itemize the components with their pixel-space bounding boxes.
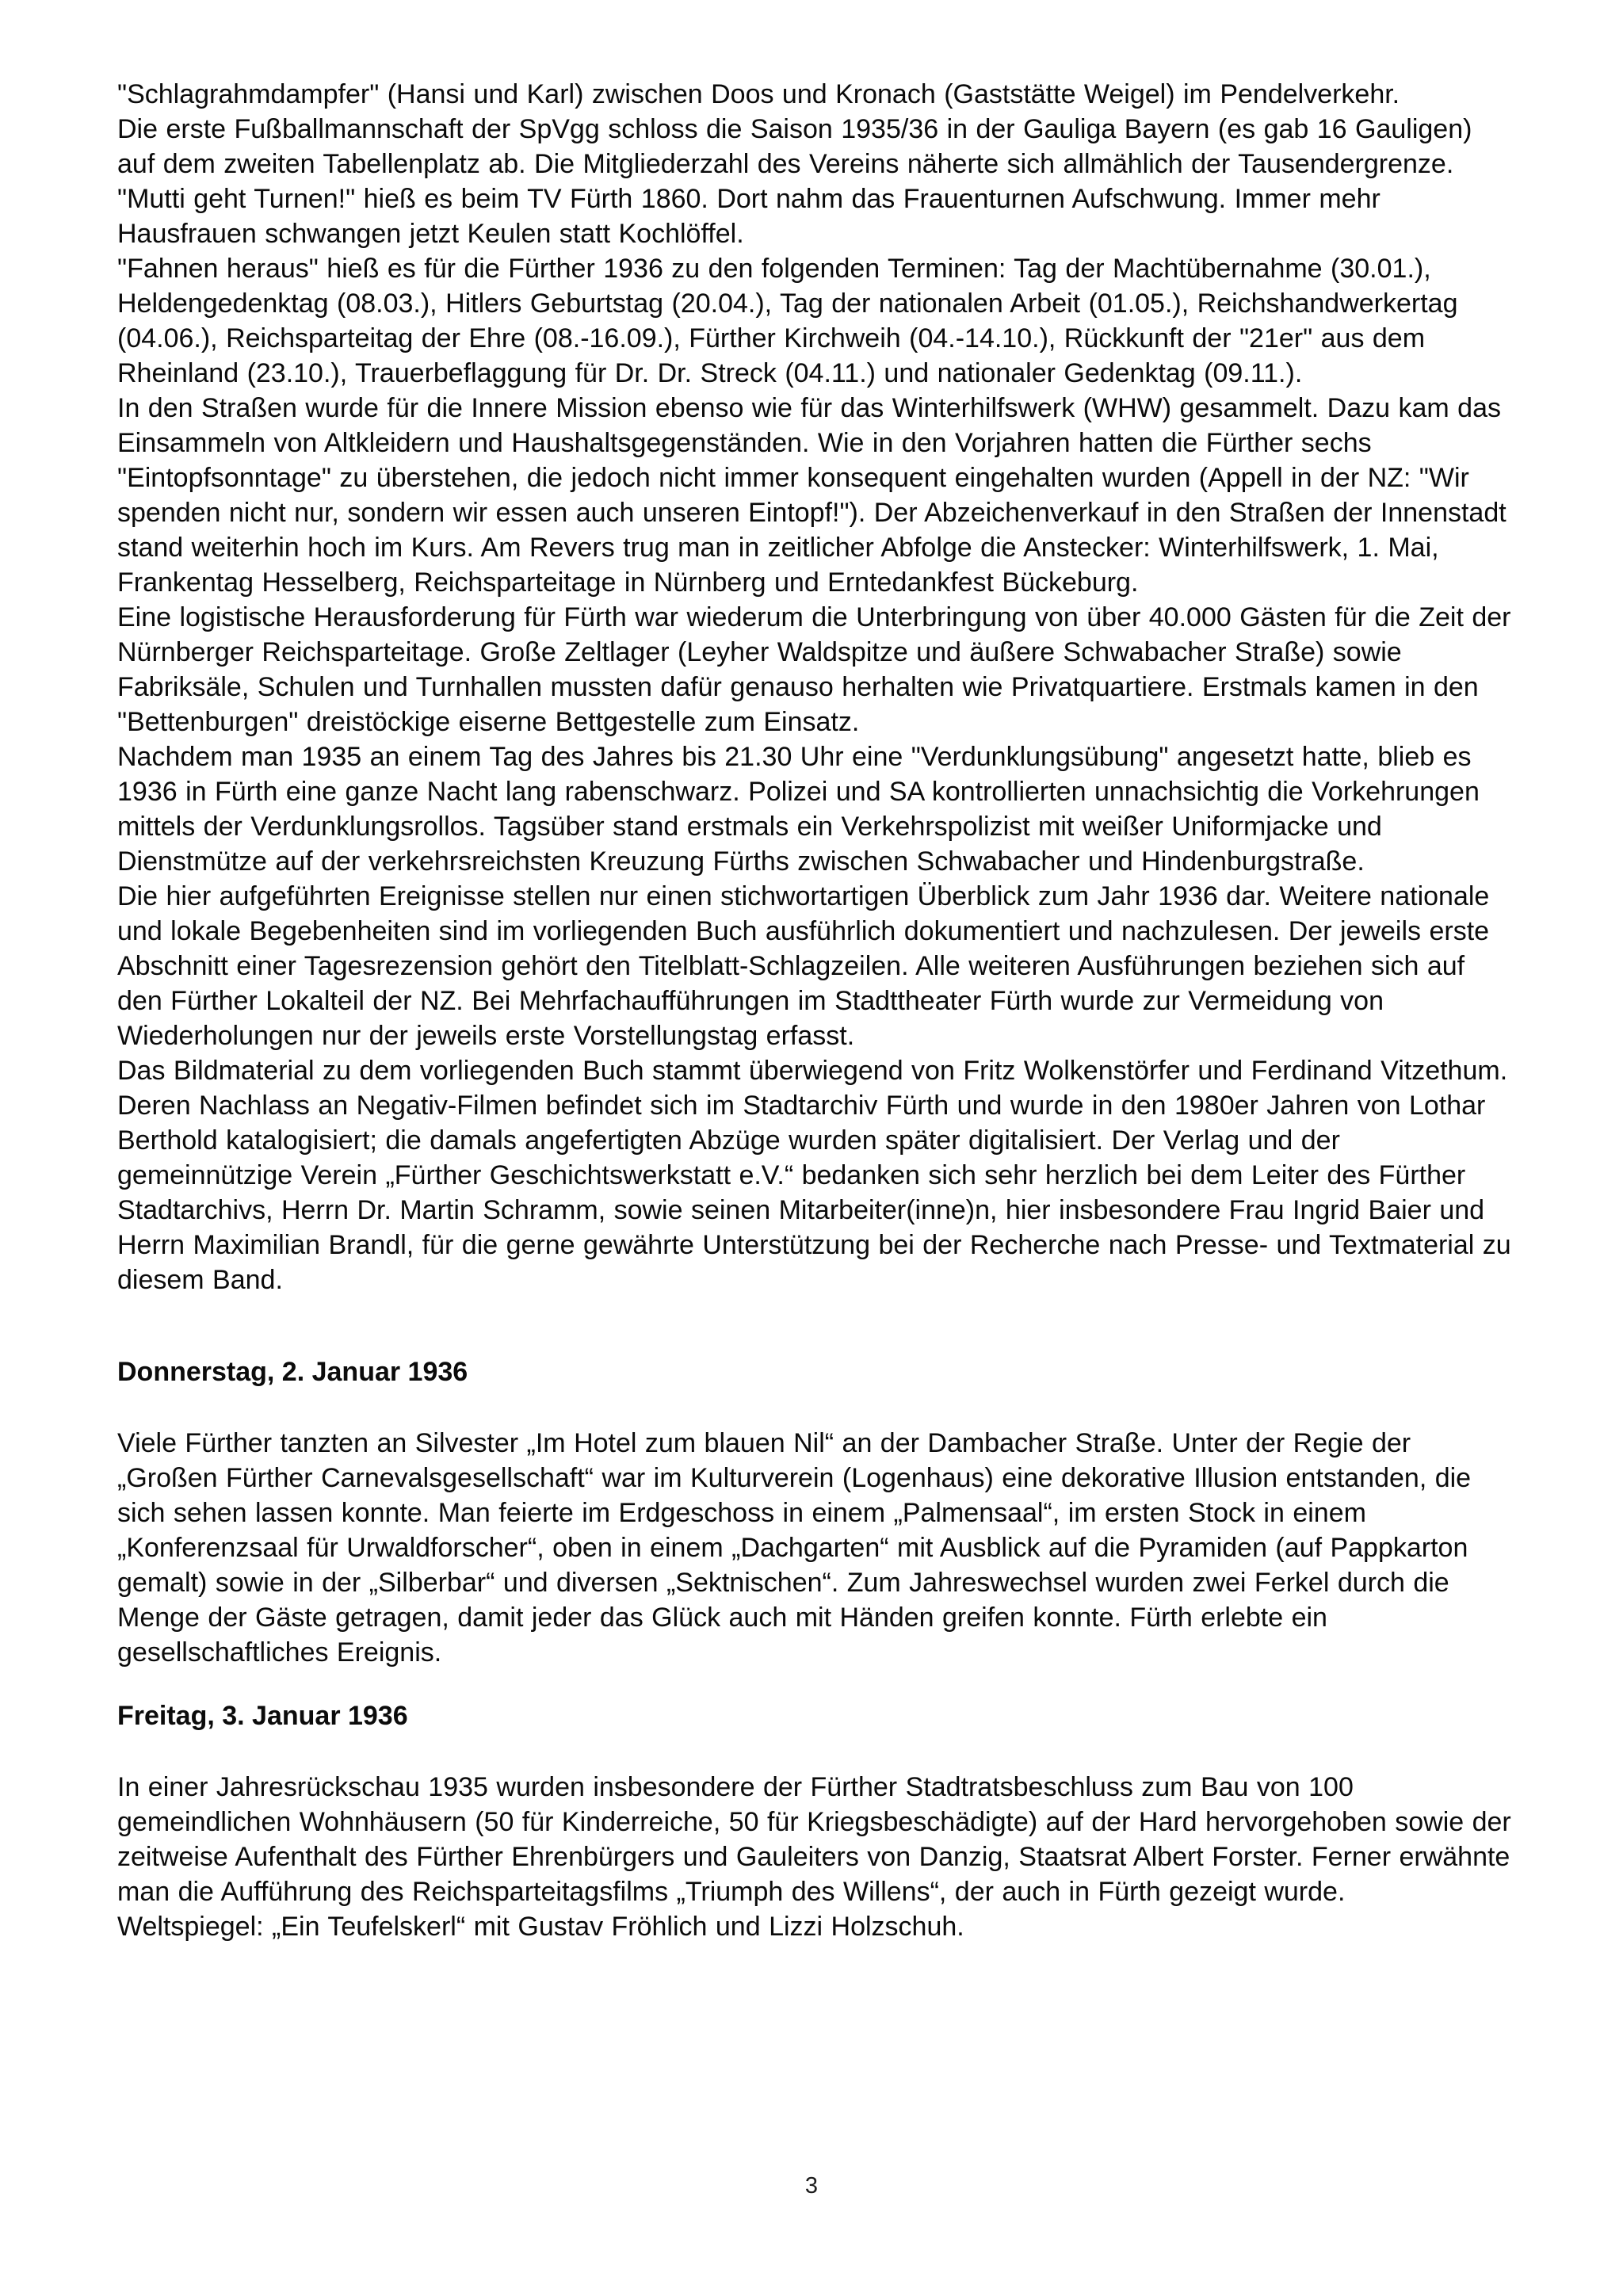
intro-paragraph: Das Bildmaterial zu dem vorliegenden Buch stammt überwiegend von Fritz Wolkenstörfer und Ferdinand Vitzethum. Deren Nachlass an Negativ-Filmen befindet sich im Stadtarchiv Fürth und wurde in den 1980er Jahren von Lothar Berthold katalogisiert; die damals angefertigten Abzüge wurden später digitalisiert. Der Verlag und der gemeinnützige Verein „Fürther Geschichtswerkstatt e.V.“ bedanken sich sehr herzlich bei dem Leiter des Fürther Stadtarchivs, Herrn Dr. Martin Schramm, sowie seinen Mitarbeiter(inne)n, hier insbesondere Frau Ingrid Baier und Herrn Maximilian Brandl, für die gerne gewährte Unterstützung bei der Recherche nach Presse- und Textmaterial zu diesem Band.: [117, 1056, 1511, 1295]
section-heading-donnerstag-2-januar-1936: Donnerstag, 2. Januar 1936: [117, 1357, 468, 1387]
section-heading-freitag-3-januar-1936: Freitag, 3. Januar 1936: [117, 1701, 408, 1731]
intro-paragraph: In den Straßen wurde für die Innere Mission ebenso wie für das Winterhilfswerk (WHW) gesammelt. Dazu kam das Einsammeln von Altkleidern und Haushaltsgegenständen. Wie in den Vorjahren hatten die Fürther sechs "Eintopfsonntage" zu überstehen, die jedoch nicht immer konsequent eingehalten wurden (Appell in der NZ: "Wir spenden nicht nur, sondern wir essen auch unseren Eintopf!"). Der Abzeichenverkauf in den Straßen der Innenstadt stand weiterhin hoch im Kurs. Am Revers trug man in zeitlicher Abfolge die Anstecker: Winterhilfswerk, 1. Mai, Frankentag Hesselberg, Reichsparteitage in Nürnberg und Erntedankfest Bückeburg.: [117, 393, 1507, 598]
section-paragraph: Viele Fürther tanzten an Silvester „Im Hotel zum blauen Nil“ an der Dambacher Straße. Unter der Regie der „Großen Fürther Carnevalsgesellschaft“ war im Kulturverein (Logenhaus) eine dekorative Illusion entstanden, die sich sehen lassen konnte. Man feierte im Erdgeschoss in einem „Palmensaal“, im ersten Stock in einem „Konferenzsaal für Urwaldforscher“, oben in einem „Dachgarten“ mit Ausblick auf die Pyramiden (auf Pappkarton gemalt) sowie in der „Silberbar“ und diversen „Sektnischen“. Zum Jahreswechsel wurden zwei Ferkel durch die Menge der Gäste getragen, damit jeder das Glück auch mit Händen greifen konnte. Fürth erlebte ein gesellschaftliches Ereignis.: [117, 1428, 1472, 1668]
intro-paragraph: "Schlagrahmdampfer" (Hansi und Karl) zwischen Doos und Kronach (Gaststätte Weigel) im Pendelverkehr.: [117, 79, 1400, 109]
intro-paragraph: Die erste Fußballmannschaft der SpVgg schloss die Saison 1935/36 in der Gauliga Bayern (es gab 16 Gauligen) auf dem zweiten Tabellenplatz ab. Die Mitgliederzahl des Vereins näherte sich allmählich der Tausendergrenze. "Mutti geht Turnen!" hieß es beim TV Fürth 1860. Dort nahm das Frauenturnen Aufschwung. Immer mehr Hausfrauen schwangen jetzt Keulen statt Kochlöffel.: [117, 114, 1472, 249]
intro-paragraph: "Fahnen heraus" hieß es für die Fürther 1936 zu den folgenden Terminen: Tag der Machtübernahme (30.01.), Heldengedenktag (08.03.), Hitlers Geburtstag (20.04.), Tag der nationalen Arbeit (01.05.), Reichshandwerkertag (04.06.), Reichsparteitag der Ehre (08.-16.09.), Fürther Kirchweih (04.-14.10.), Rückkunft der "21er" aus dem Rheinland (23.10.), Trauerbeflaggung für Dr. Dr. Streck (04.11.) und nationaler Gedenktag (09.11.).: [117, 254, 1458, 388]
intro-paragraph: Eine logistische Herausforderung für Fürth war wiederum die Unterbringung von über 40.000 Gästen für die Zeit der Nürnberger Reichsparteitage. Große Zeltlager (Leyher Waldspitze und äußere Schwabacher Straße) sowie Fabriksäle, Schulen und Turnhallen mussten dafür genauso herhalten wie Privatquartiere. Erstmals kamen in den "Bettenburgen" dreistöckige eiserne Bettgestelle zum Einsatz.: [117, 602, 1511, 737]
section-paragraph: In einer Jahresrückschau 1935 wurden insbesondere der Fürther Stadtratsbeschluss zum Bau von 100 gemeindlichen Wohnhäusern (50 für Kinderreiche, 50 für Kriegsbeschädigte) auf der Hard hervorgehoben sowie der zeitweise Aufenthalt des Fürther Ehrenbürgers und Gauleiters von Danzig, Staatsrat Albert Forster. Ferner erwähnte man die Aufführung des Reichsparteitagsfilms „Triumph des Willens“, der auch in Fürth gezeigt wurde.: [117, 1772, 1511, 1907]
intro-paragraph: Die hier aufgeführten Ereignisse stellen nur einen stichwortartigen Überblick zum Jahr 1936 dar. Weitere nationale und lokale Begebenheiten sind im vorliegenden Buch ausführlich dokumentiert und nachzulesen. Der jeweils erste Abschnitt einer Tagesrezension gehört den Titelblatt-Schlagzeilen. Alle weiteren Ausführungen beziehen sich auf den Fürther Lokalteil der NZ. Bei Mehrfachaufführungen im Stadttheater Fürth wurde zur Vermeidung von Wiederholungen nur der jeweils erste Vorstellungstag erfasst.: [117, 881, 1490, 1051]
section-paragraph: Weltspiegel: „Ein Teufelskerl“ mit Gustav Fröhlich und Lizzi Holzschuh.: [117, 1912, 964, 1942]
page-content: [117, 77, 1514, 1944]
page-number: 3: [804, 2173, 819, 2199]
intro-paragraph: Nachdem man 1935 an einem Tag des Jahres bis 21.30 Uhr eine "Verdunklungsübung" angesetzt hatte, blieb es 1936 in Fürth eine ganze Nacht lang rabenschwarz. Polizei und SA kontrollierten unnachsichtig die Vorkehrungen mittels der Verdunklungsrollos. Tagsüber stand erstmals ein Verkehrspolizist mit weißer Uniformjacke und Dienstmütze auf der verkehrsreichsten Kreuzung Fürths zwischen Schwabacher und Hindenburgstraße.: [117, 742, 1480, 877]
